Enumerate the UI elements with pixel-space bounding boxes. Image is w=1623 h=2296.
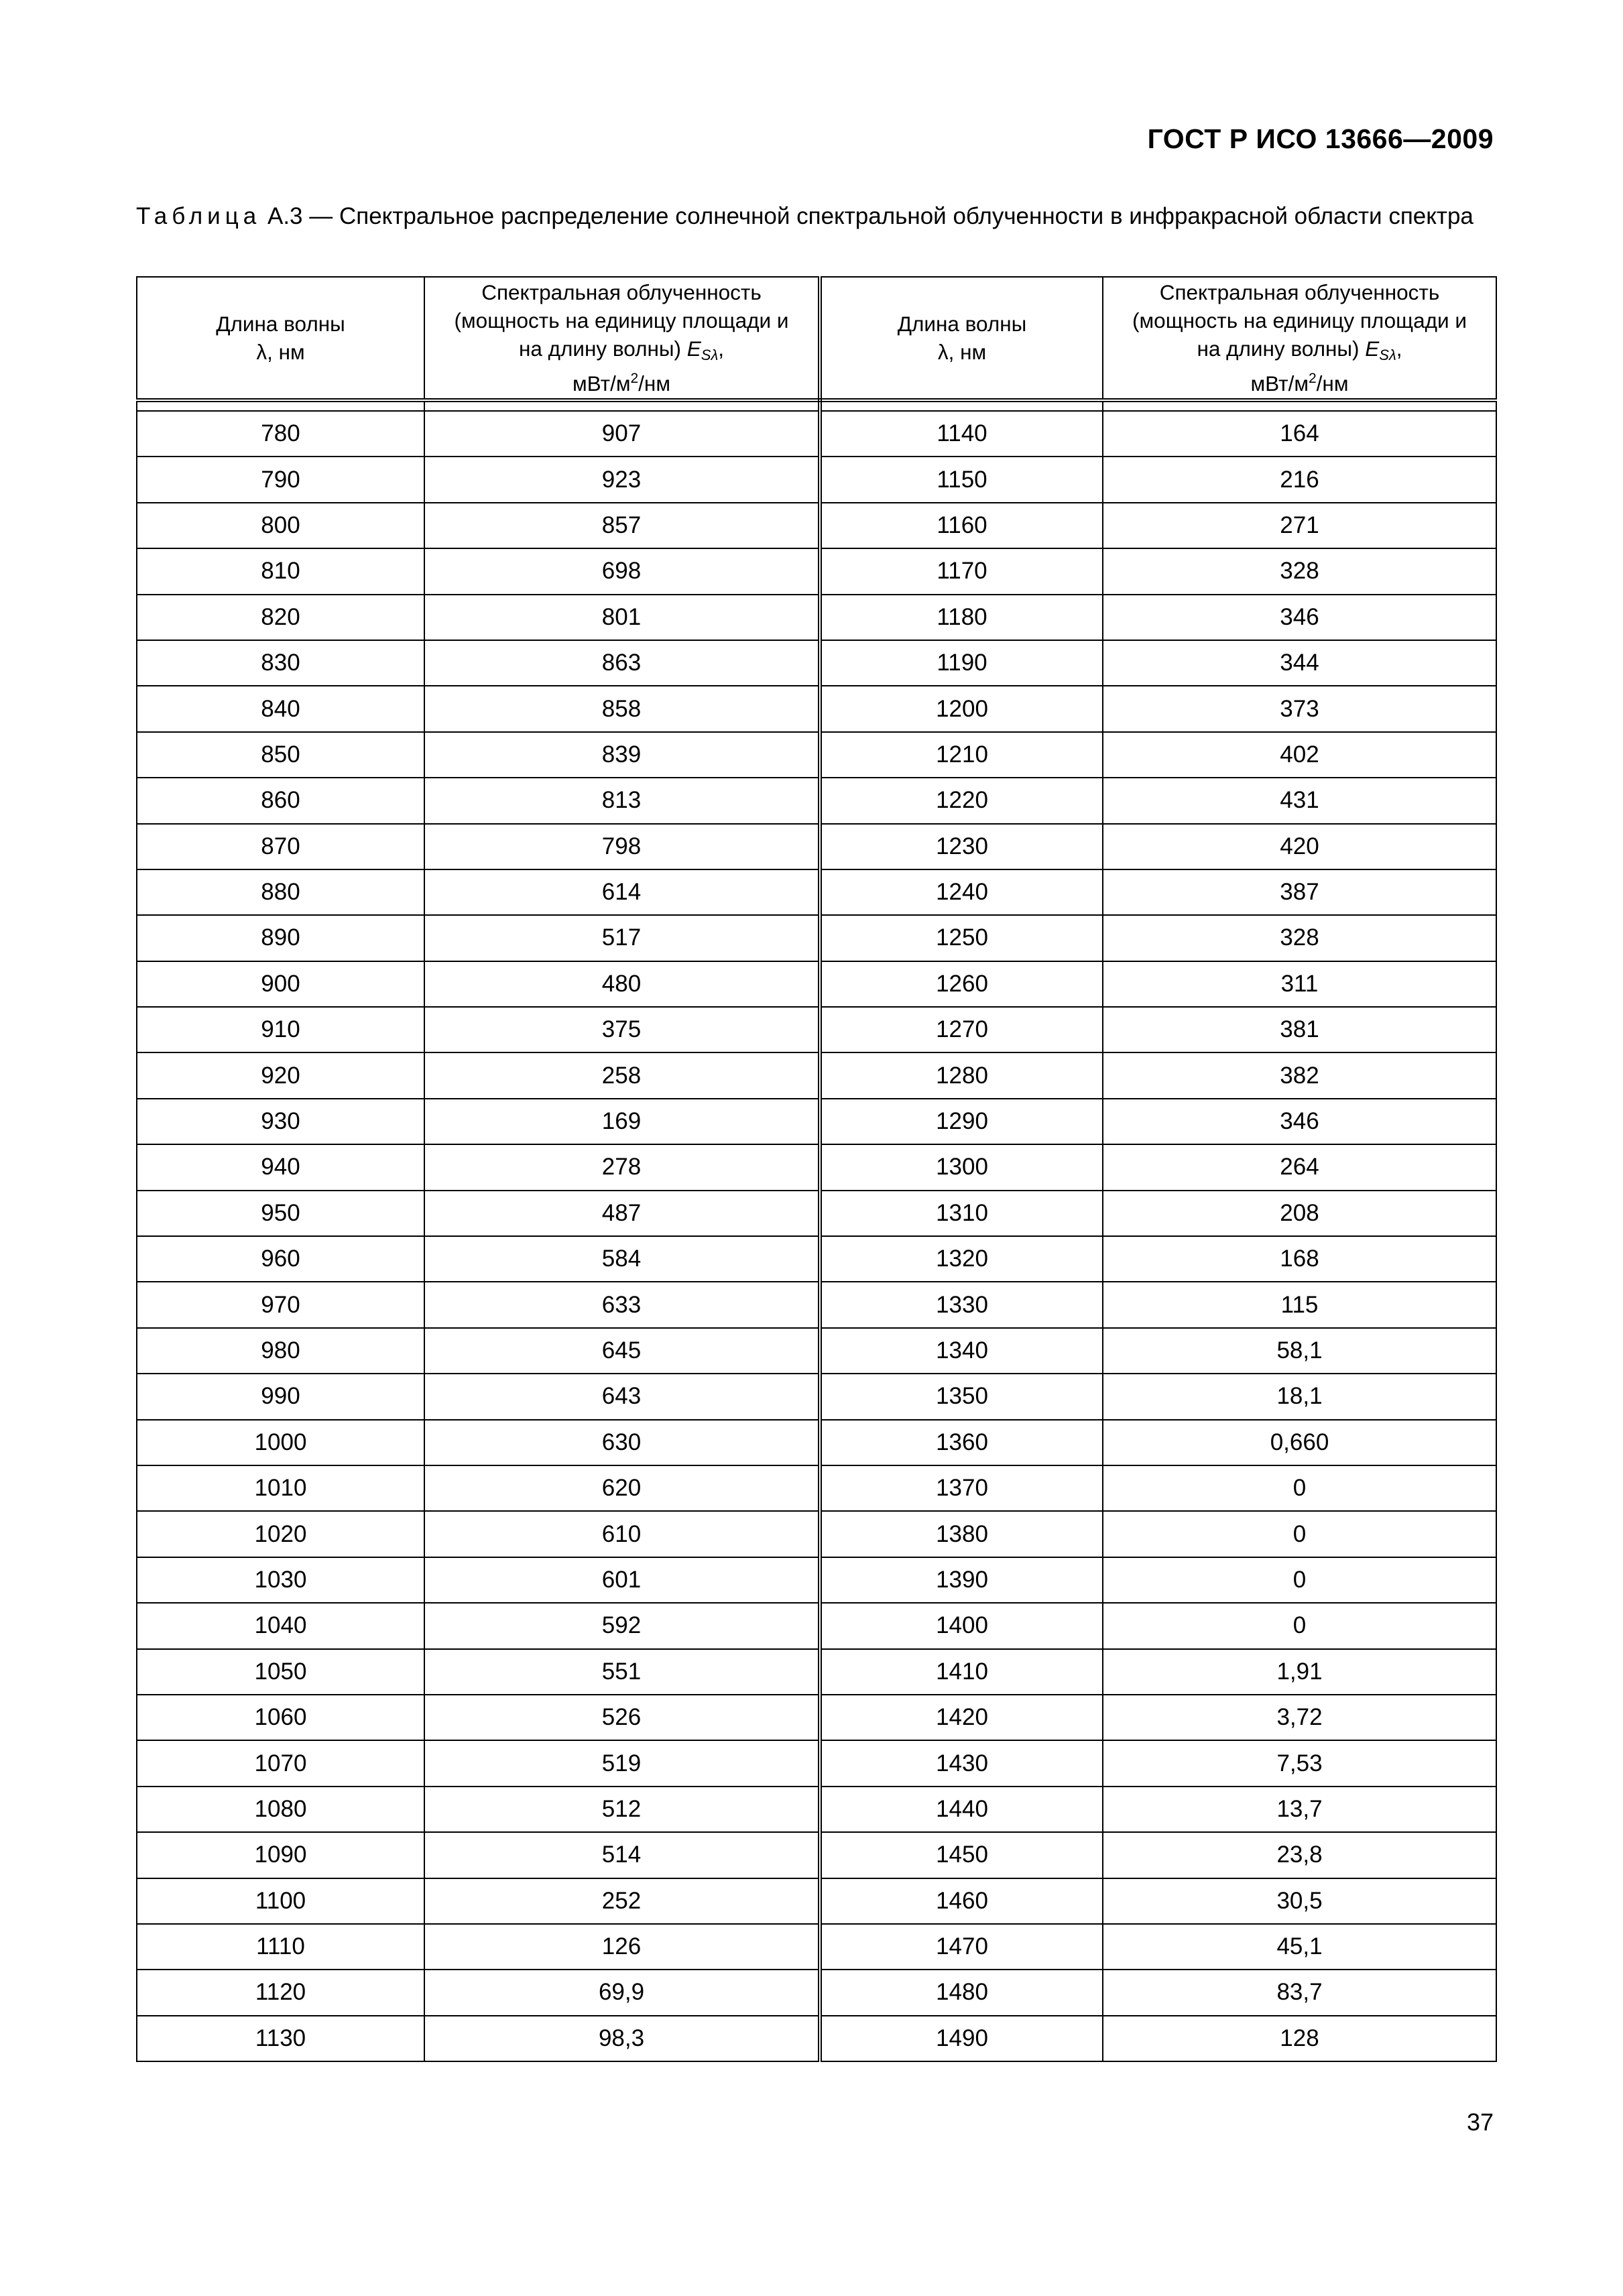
wavelength-cell: 1310 [820, 1191, 1103, 1236]
irradiance-cell: 402 [1103, 732, 1496, 778]
table-row [137, 686, 1496, 731]
header-wavelength-right: Длина волны λ, нм [820, 277, 1103, 400]
table-row [137, 824, 1496, 869]
wavelength-cell: 1280 [820, 1052, 1103, 1098]
table-row [137, 961, 1496, 1007]
table-row [137, 1007, 1496, 1052]
wavelength-cell: 1140 [820, 411, 1103, 457]
irradiance-cell: 328 [1103, 915, 1496, 961]
caption-label: Таблица [136, 203, 261, 229]
table-row [137, 1052, 1496, 1098]
wavelength-cell: 1430 [820, 1740, 1103, 1786]
wavelength-cell: 1290 [820, 1099, 1103, 1144]
wavelength-cell: 840 [137, 686, 424, 731]
irradiance-cell: 798 [424, 824, 820, 869]
header-irradiance-left: Спектральная облученность (мощность на единицу площади и на длину волны) $E_{S\lambda}$, мВт/$м^2/нм$ [424, 277, 820, 400]
irradiance-cell: 592 [424, 1603, 820, 1648]
irradiance-cell: 517 [424, 915, 820, 961]
irradiance-cell: 264 [1103, 1144, 1496, 1190]
wavelength-cell: 940 [137, 1144, 424, 1190]
wavelength-cell: 1020 [137, 1511, 424, 1557]
wavelength-cell: 980 [137, 1328, 424, 1374]
table-row [137, 1511, 1496, 1557]
table-row [137, 1420, 1496, 1465]
irradiance-cell: 487 [424, 1191, 820, 1236]
irradiance-cell: 512 [424, 1787, 820, 1832]
irradiance-cell: 373 [1103, 686, 1496, 731]
wavelength-cell: 880 [137, 869, 424, 915]
wavelength-cell: 790 [137, 457, 424, 502]
irradiance-cell: 863 [424, 640, 820, 686]
irradiance-cell: 907 [424, 411, 820, 457]
table-row [137, 640, 1496, 686]
irradiance-cell: 630 [424, 1420, 820, 1465]
irradiance-cell: 128 [1103, 2016, 1496, 2061]
table-row [137, 457, 1496, 502]
table-row [137, 411, 1496, 457]
irradiance-cell: 98,3 [424, 2016, 820, 2061]
wavelength-cell: 1410 [820, 1649, 1103, 1695]
table-row [137, 1144, 1496, 1190]
header-gap-row [137, 400, 1496, 411]
irradiance-cell: 431 [1103, 778, 1496, 823]
wavelength-cell: 970 [137, 1282, 424, 1327]
irradiance-cell: 519 [424, 1740, 820, 1786]
table-body [137, 400, 1496, 2061]
irradiance-cell: 584 [424, 1236, 820, 1282]
wavelength-cell: 1450 [820, 1832, 1103, 1878]
table-row [137, 1649, 1496, 1695]
wavelength-cell: 930 [137, 1099, 424, 1144]
irradiance-cell: 551 [424, 1649, 820, 1695]
irradiance-cell: 420 [1103, 824, 1496, 869]
wavelength-cell: 890 [137, 915, 424, 961]
wavelength-cell: 1370 [820, 1465, 1103, 1511]
irradiance-cell: 1,91 [1103, 1649, 1496, 1695]
irradiance-cell: 645 [424, 1328, 820, 1374]
irradiance-cell: 328 [1103, 548, 1496, 594]
irradiance-cell: 311 [1103, 961, 1496, 1007]
irradiance-cell: 698 [424, 548, 820, 594]
wavelength-cell: 1350 [820, 1374, 1103, 1419]
wavelength-cell: 1220 [820, 778, 1103, 823]
irradiance-cell: 126 [424, 1924, 820, 1970]
wavelength-cell: 1250 [820, 915, 1103, 961]
irradiance-cell: 83,7 [1103, 1970, 1496, 2015]
wavelength-cell: 810 [137, 548, 424, 594]
wavelength-cell: 1230 [820, 824, 1103, 869]
wavelength-cell: 780 [137, 411, 424, 457]
irradiance-cell: 23,8 [1103, 1832, 1496, 1878]
wavelength-cell: 1320 [820, 1236, 1103, 1282]
table-row [137, 1924, 1496, 1970]
irradiance-cell: 3,72 [1103, 1695, 1496, 1740]
wavelength-cell: 1080 [137, 1787, 424, 1832]
table-row [137, 1282, 1496, 1327]
irradiance-cell: 13,7 [1103, 1787, 1496, 1832]
table-row [137, 503, 1496, 548]
table-row [137, 1328, 1496, 1374]
wavelength-cell: 1360 [820, 1420, 1103, 1465]
wavelength-cell: 1070 [137, 1740, 424, 1786]
wavelength-cell: 900 [137, 961, 424, 1007]
irradiance-cell: 382 [1103, 1052, 1496, 1098]
irradiance-cell: 601 [424, 1557, 820, 1603]
irradiance-cell: 480 [424, 961, 820, 1007]
table-header-row [137, 277, 1496, 400]
irradiance-cell: 375 [424, 1007, 820, 1052]
wavelength-cell: 830 [137, 640, 424, 686]
table-row [137, 1970, 1496, 2015]
irradiance-cell: 346 [1103, 595, 1496, 640]
irradiance-cell: 0 [1103, 1603, 1496, 1648]
wavelength-cell: 1420 [820, 1695, 1103, 1740]
wavelength-cell: 1300 [820, 1144, 1103, 1190]
irradiance-cell: 115 [1103, 1282, 1496, 1327]
wavelength-cell: 910 [137, 1007, 424, 1052]
wavelength-cell: 1090 [137, 1832, 424, 1878]
irradiance-cell: 614 [424, 869, 820, 915]
table-caption [136, 201, 1495, 232]
irradiance-cell: 7,53 [1103, 1740, 1496, 1786]
wavelength-cell: 870 [137, 824, 424, 869]
irradiance-cell: 58,1 [1103, 1328, 1496, 1374]
page-number: 37 [1466, 2108, 1494, 2136]
irradiance-cell: 526 [424, 1695, 820, 1740]
irradiance-cell: 69,9 [424, 1970, 820, 2015]
wavelength-cell: 1240 [820, 869, 1103, 915]
irradiance-cell: 0 [1103, 1511, 1496, 1557]
table-row [137, 1236, 1496, 1282]
irradiance-cell: 168 [1103, 1236, 1496, 1282]
wavelength-cell: 800 [137, 503, 424, 548]
wavelength-cell: 1440 [820, 1787, 1103, 1832]
irradiance-cell: 387 [1103, 869, 1496, 915]
wavelength-cell: 860 [137, 778, 424, 823]
wavelength-cell: 950 [137, 1191, 424, 1236]
irradiance-cell: 278 [424, 1144, 820, 1190]
table-row [137, 1557, 1496, 1603]
irradiance-cell: 0 [1103, 1557, 1496, 1603]
irradiance-cell: 0 [1103, 1465, 1496, 1511]
table-row [137, 1787, 1496, 1832]
table-row [137, 915, 1496, 961]
irradiance-cell: 164 [1103, 411, 1496, 457]
wavelength-cell: 1150 [820, 457, 1103, 502]
irradiance-cell: 801 [424, 595, 820, 640]
wavelength-cell: 1180 [820, 595, 1103, 640]
irradiance-cell: 252 [424, 1878, 820, 1924]
wavelength-cell: 1210 [820, 732, 1103, 778]
irradiance-cell: 18,1 [1103, 1374, 1496, 1419]
wavelength-cell: 1130 [137, 2016, 424, 2061]
table-row [137, 1878, 1496, 1924]
table-row [137, 1099, 1496, 1144]
table-row [137, 1832, 1496, 1878]
wavelength-cell: 1120 [137, 1970, 424, 2015]
irradiance-cell: 381 [1103, 1007, 1496, 1052]
irradiance-cell: 514 [424, 1832, 820, 1878]
wavelength-cell: 1390 [820, 1557, 1103, 1603]
wavelength-cell: 1460 [820, 1878, 1103, 1924]
irradiance-cell: 216 [1103, 457, 1496, 502]
irradiance-cell: 839 [424, 732, 820, 778]
wavelength-cell: 920 [137, 1052, 424, 1098]
header-irradiance-right: Спектральная облученность (мощность на единицу площади и на длину волны) $E_{S\lambda}$, мВт/$м^2/нм$ [1103, 277, 1496, 400]
standard-code: ГОСТ Р ИСО 13666—2009 [1147, 123, 1494, 154]
wavelength-cell: 1490 [820, 2016, 1103, 2061]
header-wavelength-left: Длина волны λ, нм [137, 277, 424, 400]
irradiance-cell: 857 [424, 503, 820, 548]
wavelength-cell: 1060 [137, 1695, 424, 1740]
caption-text: Спектральное распределение солнечной спектральной облученности в инфракрасной области спектра [339, 203, 1474, 229]
irradiance-cell: 858 [424, 686, 820, 731]
wavelength-cell: 1480 [820, 1970, 1103, 2015]
table-row [137, 2016, 1496, 2061]
irradiance-cell: 30,5 [1103, 1878, 1496, 1924]
table-row [137, 595, 1496, 640]
wavelength-cell: 1270 [820, 1007, 1103, 1052]
wavelength-cell: 1030 [137, 1557, 424, 1603]
irradiance-cell: 169 [424, 1099, 820, 1144]
irradiance-cell: 813 [424, 778, 820, 823]
wavelength-cell: 850 [137, 732, 424, 778]
wavelength-cell: 1200 [820, 686, 1103, 731]
wavelength-cell: 1340 [820, 1328, 1103, 1374]
table-row [137, 732, 1496, 778]
table-row [137, 1695, 1496, 1740]
wavelength-cell: 1330 [820, 1282, 1103, 1327]
table-row [137, 778, 1496, 823]
wavelength-cell: 1380 [820, 1511, 1103, 1557]
wavelength-cell: 820 [137, 595, 424, 640]
irradiance-cell: 208 [1103, 1191, 1496, 1236]
table-row [137, 1191, 1496, 1236]
irradiance-cell: 258 [424, 1052, 820, 1098]
wavelength-cell: 1400 [820, 1603, 1103, 1648]
wavelength-cell: 1260 [820, 961, 1103, 1007]
table-row [137, 1740, 1496, 1786]
wavelength-cell: 960 [137, 1236, 424, 1282]
wavelength-cell: 990 [137, 1374, 424, 1419]
wavelength-cell: 1000 [137, 1420, 424, 1465]
irradiance-cell: 643 [424, 1374, 820, 1419]
wavelength-cell: 1190 [820, 640, 1103, 686]
irradiance-cell: 45,1 [1103, 1924, 1496, 1970]
wavelength-cell: 1160 [820, 503, 1103, 548]
caption-number: А.3 [267, 203, 303, 229]
irradiance-cell: 346 [1103, 1099, 1496, 1144]
irradiance-cell: 620 [424, 1465, 820, 1511]
table-row [137, 1374, 1496, 1419]
irradiance-cell: 923 [424, 457, 820, 502]
irradiance-cell: 610 [424, 1511, 820, 1557]
table-row [137, 1465, 1496, 1511]
wavelength-cell: 1100 [137, 1878, 424, 1924]
spectral-irradiance-table [136, 276, 1497, 2062]
irradiance-cell: 633 [424, 1282, 820, 1327]
wavelength-cell: 1050 [137, 1649, 424, 1695]
wavelength-cell: 1010 [137, 1465, 424, 1511]
table-row [137, 1603, 1496, 1648]
irradiance-cell: 271 [1103, 503, 1496, 548]
wavelength-cell: 1170 [820, 548, 1103, 594]
wavelength-cell: 1470 [820, 1924, 1103, 1970]
table-row [137, 869, 1496, 915]
table-row [137, 548, 1496, 594]
wavelength-cell: 1040 [137, 1603, 424, 1648]
caption-dash: — [302, 203, 339, 229]
irradiance-cell: 344 [1103, 640, 1496, 686]
wavelength-cell: 1110 [137, 1924, 424, 1970]
irradiance-cell: 0,660 [1103, 1420, 1496, 1465]
